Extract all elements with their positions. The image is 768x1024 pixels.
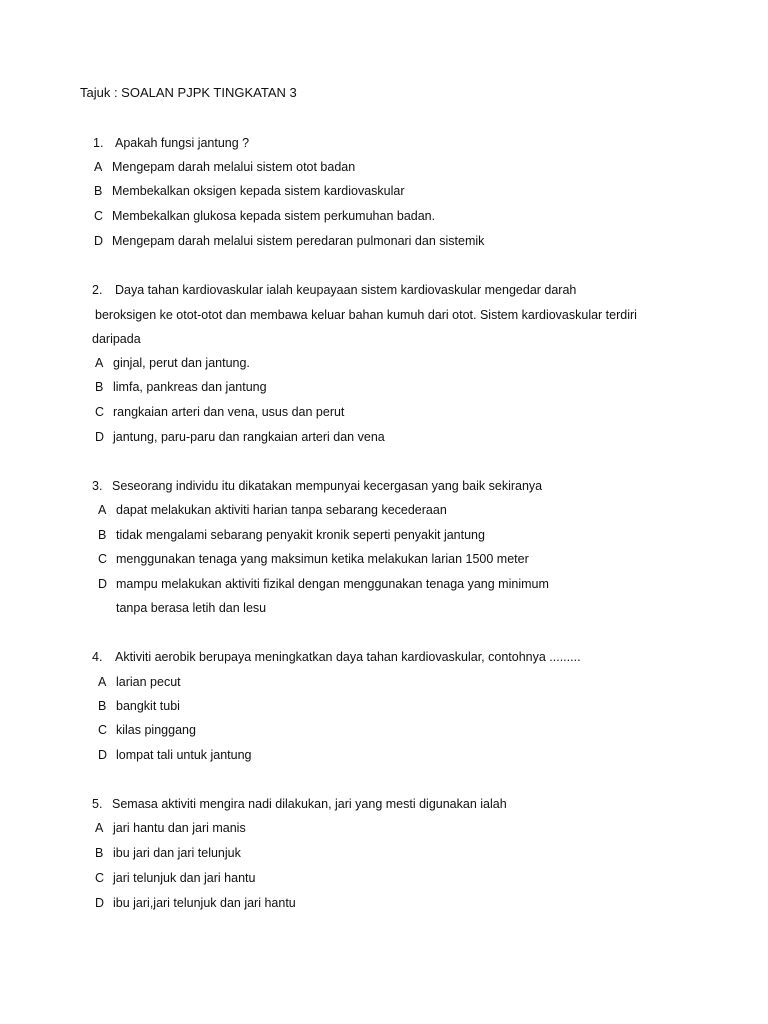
- option-letter: B: [98, 528, 107, 542]
- question-number: 5.: [92, 797, 103, 811]
- option-text: menggunakan tenaga yang maksimun ketika melakukan larian 1500 meter: [116, 552, 529, 566]
- question-text: Apakah fungsi jantung ?: [115, 136, 250, 150]
- option-text: jantung, paru-paru dan rangkaian arteri dan vena: [113, 430, 385, 444]
- option-d: [94, 232, 484, 250]
- question-text: Seseorang individu itu dikatakan mempunyai kecergasan yang baik sekiranya: [112, 479, 543, 493]
- question-2-stem-line-3: daripada: [92, 332, 141, 346]
- option-letter: C: [95, 871, 105, 885]
- option-text: larian pecut: [116, 675, 181, 689]
- option-a: [94, 158, 355, 176]
- option-letter: C: [94, 209, 104, 223]
- option-letter: D: [95, 896, 105, 910]
- option-c: [95, 869, 255, 887]
- question-3-stem: [92, 477, 542, 495]
- option-text: lompat tali untuk jantung: [116, 748, 252, 762]
- option-letter: D: [95, 430, 105, 444]
- option-letter: A: [98, 503, 107, 517]
- option-c: [94, 207, 435, 225]
- question-text: Semasa aktiviti mengira nadi dilakukan, jari yang mesti digunakan ialah: [112, 797, 507, 811]
- option-letter: D: [98, 748, 108, 762]
- question-number: 4.: [92, 650, 103, 664]
- option-letter: C: [95, 405, 105, 419]
- option-a: [95, 354, 250, 372]
- option-text: rangkaian arteri dan vena, usus dan perut: [113, 405, 345, 419]
- option-b: [95, 378, 267, 396]
- option-letter: C: [98, 552, 108, 566]
- option-letter: D: [94, 234, 104, 248]
- question-text: Daya tahan kardiovaskular ialah keupayaan sistem kardiovaskular mengedar darah: [115, 283, 577, 297]
- option-text: jari telunjuk dan jari hantu: [113, 871, 256, 885]
- question-4-stem: [92, 648, 581, 666]
- option-text: dapat melakukan aktiviti harian tanpa sebarang kecederaan: [116, 503, 447, 517]
- option-a: [98, 501, 447, 519]
- option-letter: B: [95, 846, 104, 860]
- question-number: 3.: [92, 479, 103, 493]
- option-letter: D: [98, 577, 108, 591]
- option-c: [98, 550, 529, 568]
- option-text: tidak mengalami sebarang penyakit kronik seperti penyakit jantung: [116, 528, 485, 542]
- option-text: Membekalkan glukosa kepada sistem perkumuhan badan.: [112, 209, 436, 223]
- option-letter: A: [98, 675, 107, 689]
- option-b: [94, 182, 405, 200]
- option-letter: B: [94, 184, 103, 198]
- option-d-continuation: tanpa berasa letih dan lesu: [116, 601, 267, 615]
- question-2-stem-line-2: beroksigen ke otot-otot dan membawa keluar bahan kumuh dari otot. Sistem kardiovaskular terdiri: [95, 308, 637, 322]
- option-d: [98, 575, 549, 593]
- option-a: [95, 819, 246, 837]
- option-text: Mengepam darah melalui sistem otot badan: [112, 160, 356, 174]
- option-d: [95, 894, 296, 912]
- option-b: [98, 526, 485, 544]
- option-b: [98, 697, 180, 715]
- option-letter: C: [98, 723, 108, 737]
- option-letter: A: [94, 160, 103, 174]
- option-text: Mengepam darah melalui sistem peredaran pulmonari dan sistemik: [112, 234, 485, 248]
- option-letter: B: [95, 380, 104, 394]
- question-text: Aktiviti aerobik berupaya meningkatkan daya tahan kardiovaskular, contohnya .........: [115, 650, 581, 664]
- option-text: ibu jari,jari telunjuk dan jari hantu: [113, 896, 296, 910]
- option-a: [98, 673, 181, 691]
- option-text: ginjal, perut dan jantung.: [113, 356, 250, 370]
- option-text: ibu jari dan jari telunjuk: [113, 846, 241, 860]
- option-d: [95, 428, 385, 446]
- option-b: [95, 844, 241, 862]
- question-5-stem: [92, 795, 507, 813]
- question-2-stem: [92, 281, 576, 299]
- page-title: Tajuk : SOALAN PJPK TINGKATAN 3: [80, 85, 297, 100]
- option-d: [98, 746, 252, 764]
- option-text: Membekalkan oksigen kepada sistem kardiovaskular: [112, 184, 405, 198]
- option-letter: A: [95, 821, 104, 835]
- option-text: mampu melakukan aktiviti fizikal dengan menggunakan tenaga yang minimum: [116, 577, 549, 591]
- question-number: 1.: [93, 136, 104, 150]
- question-number: 2.: [92, 283, 103, 297]
- option-c: [98, 721, 196, 739]
- option-c: [95, 403, 344, 421]
- option-text: bangkit tubi: [116, 699, 180, 713]
- option-text: jari hantu dan jari manis: [113, 821, 246, 835]
- option-letter: B: [98, 699, 107, 713]
- option-text: limfa, pankreas dan jantung: [113, 380, 267, 394]
- option-letter: A: [95, 356, 104, 370]
- option-text: kilas pinggang: [116, 723, 196, 737]
- question-1-stem: [93, 134, 249, 152]
